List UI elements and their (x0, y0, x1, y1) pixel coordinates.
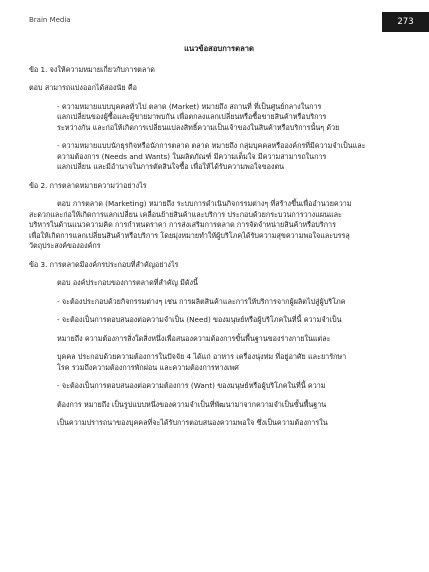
page-number-badge: 273 (382, 12, 429, 32)
answer-3-bullet-1: - จะต้องประกอบด้วยกิจกรรมต่างๆ เช่น การผลิตสินค้าและการให้บริการจากผู้ผลิตไปสู่ผู้บริโภค (57, 296, 346, 306)
answer-1-bullet-1 (57, 102, 409, 134)
text-line: ระหว่างกัน และก่อให้เกิดการเปลี่ยนแปลงสิทธิ์ความเป็นเจ้าของในสินค้าหรือบริการนั้นๆ ด้วย (57, 122, 340, 132)
text-line: - จะต้องเป็นการตอบสนองต่อความจำเป็น (Need) ของมนุษย์หรือผู้บริโภคในที่นี้ ความจำเป็น (57, 315, 342, 324)
text-line: ความต้องการ (Needs and Wants) ในผลิตภัณฑ์ มีความเต็มใจ มีความสามารถในการ (57, 151, 327, 161)
text-line: บุคคล ประกอบด้วยความต้องการในปัจจัย 4 ได้แก่ อาหาร เครื่องนุ่งห่ม ที่อยู่อาศัย และยารักษา (57, 352, 347, 361)
answer-1-head: ตอบ สามารถแบ่งออกได้สองนัย คือ (29, 83, 137, 92)
document-body (29, 44, 409, 437)
text-line: สะดวกและก่อให้เกิดการแลกเปลี่ยน เคลื่อนย้ายสินค้าและบริการ ประกอบด้วยกระบวนการวางแผนและ (29, 209, 342, 219)
answer-2 (29, 199, 409, 252)
brand-name: Brain Media (29, 16, 71, 24)
text-line: โรค รวมถึงความต้องการพักผ่อน และความต้องการทางเพศ (57, 362, 239, 372)
question-3: ข้อ 3. การตลาดมีองค์กรประกอบที่สำคัญอย่างไร (29, 259, 179, 269)
answer-3-bullet-2 (57, 315, 409, 373)
text-line: หมายถึง ความต้องการสิ่งใดสิ่งหนึ่งเพื่อสนองความต้องการขั้นพื้นฐานของร่างกายในแต่ละ (57, 333, 331, 343)
text-line: - ความหมายแบบบุคคลทั่วไป ตลาด (Market) หมายถึง สถานที่ ที่เป็นศูนย์กลางในการ (57, 101, 322, 111)
text-line: ต้องการ หมายถึง เป็นรูปแบบหนึ่งของความจำเป็นที่พัฒนามาจากความจำเป็นขั้นพื้นฐาน (57, 399, 327, 409)
text-line: - จะต้องเป็นการตอบสนองต่อความต้องการ (Want) ของมนุษย์หรือผู้บริโภคในที่นี้ ความ (57, 381, 326, 390)
text-line: แลกเปลี่ยนของผู้ซื้อและผู้ขายมาพบกัน เพื่อตกลงแลกเปลี่ยนหรือซื้อขายสินค้าหรือบริการ (57, 112, 327, 121)
text-line: ตอบ การตลาด (Marketing) หมายถึง ระบบการดำเนินกิจกรรมต่างๆ ที่สร้างขึ้นเพื่ออำนวยความ (57, 199, 352, 208)
page-header (0, 0, 429, 36)
text-line: บริหารในด้านแนวความคิด การกำหนดราคา การส่งเสริมการตลาด การจัดจำหน่ายสินค้าหรือบริการ (29, 220, 336, 229)
answer-3-bullet-3 (57, 381, 409, 429)
text-line: วัตถุประสงค์ขององค์กร (29, 241, 101, 250)
question-2: ข้อ 2. การตลาดหมายความว่าอย่างไร (29, 180, 147, 190)
text-line: เพื่อให้เกิดการแลกเปลี่ยนสินค้าหรือบริการ โดยมุ่งหมายทำให้ผู้บริโภคได้รับความสุขความพอใจและบรรลุ (29, 230, 350, 240)
text-line: เป็นความปรารถนาของบุคคลที่จะได้รับการตอบสนองความพอใจ ซึ่งเป็นความต้องการใน (57, 418, 328, 427)
answer-1-bullet-2 (57, 141, 409, 173)
text-line: - ความหมายแบบนักธุรกิจหรือนักการตลาด ตลาด หมายถึง กลุ่มบุคคลหรือองค์กรที่มีความจำเป็นและ (57, 141, 366, 150)
text-line: แลกเปลี่ยน และมีอำนาจในการตัดสินใจซื้อ เพื่อให้ได้รับความพอใจของตน (57, 162, 285, 171)
answer-3-head: ตอบ องค์ประกอบของการตลาดที่สำคัญ มีดังนี้ (57, 278, 198, 287)
document-title: แนวข้อสอบการตลาด (184, 44, 254, 53)
question-1: ข้อ 1. จงให้ความหมายเกี่ยวกับการตลาด (29, 64, 155, 74)
